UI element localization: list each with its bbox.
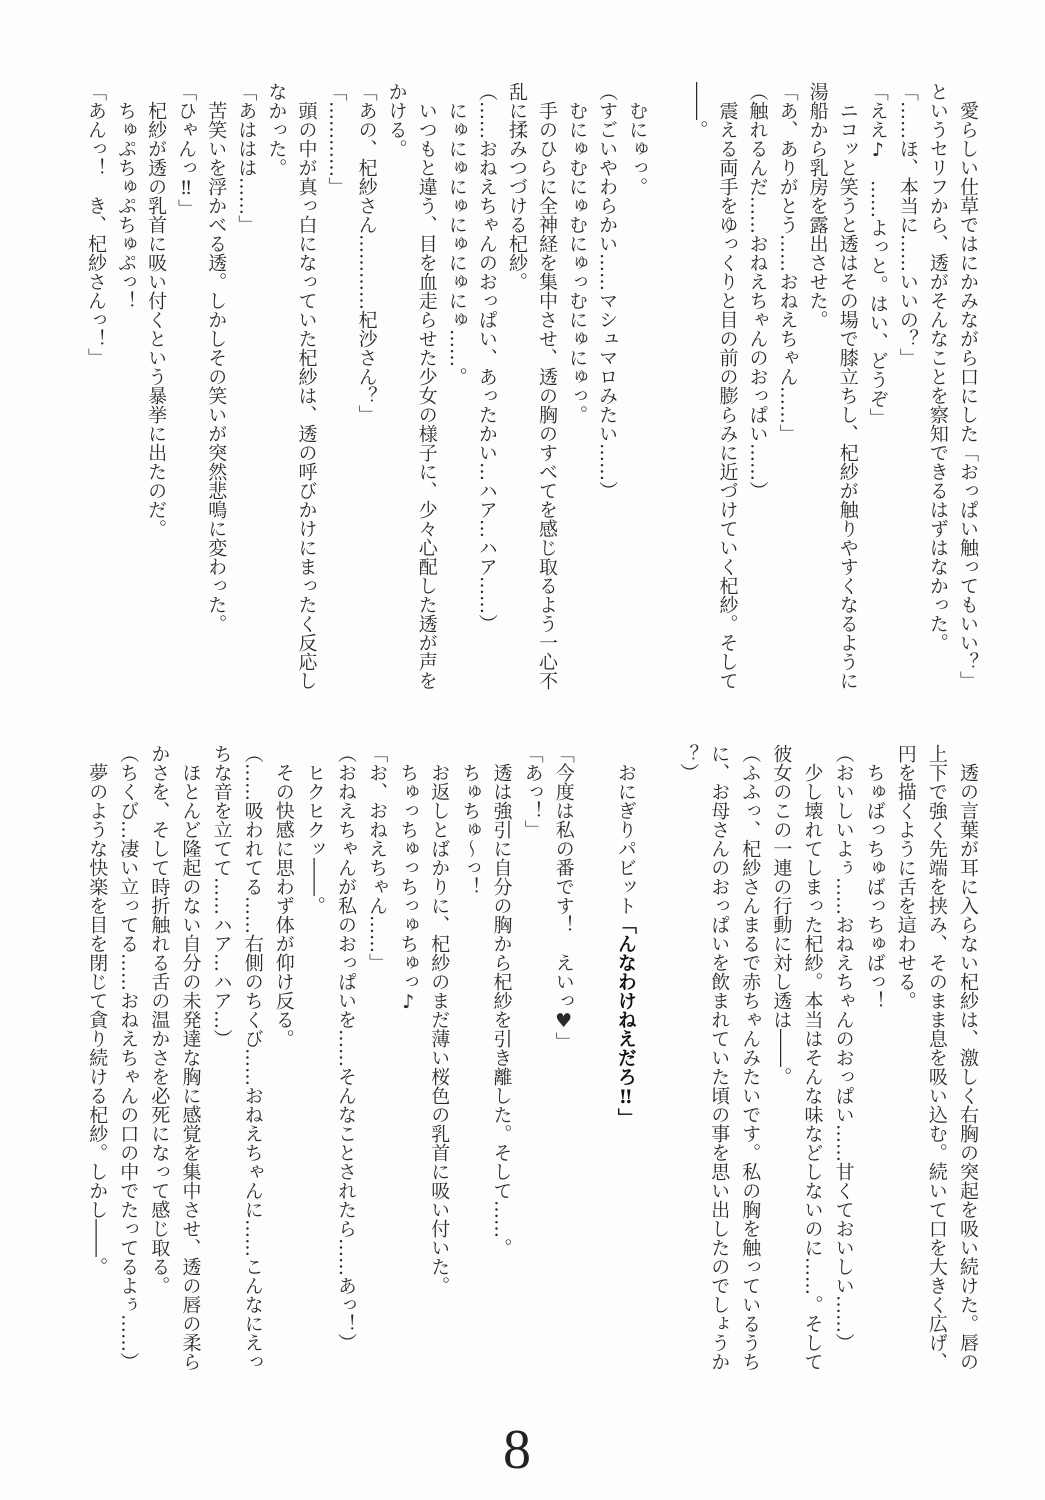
text-column xyxy=(552,744,576,1051)
text-column xyxy=(769,744,793,1086)
text-column xyxy=(776,82,800,443)
text-line: 「あっ！」 xyxy=(521,744,544,839)
text-line: なかった。 xyxy=(265,82,288,177)
text-column xyxy=(925,744,949,1371)
text-column xyxy=(385,82,409,158)
text-column xyxy=(521,744,545,839)
text-column xyxy=(926,82,950,652)
text-line: 乱に揉みつづける杞紗。 xyxy=(505,82,528,291)
text-column xyxy=(685,82,709,139)
text-column xyxy=(896,82,920,367)
text-line: ヒクヒクッ――。 xyxy=(303,744,326,915)
text-line: かける。 xyxy=(385,82,408,158)
bold-remark: 「んなわけねえだろ‼」 xyxy=(614,915,637,1127)
text-line: 手のひらに全神経を集中させ、透の胸のすべてを感じ取るよう一心不 xyxy=(536,82,559,690)
text-column xyxy=(114,82,138,310)
text-column xyxy=(801,744,825,1371)
text-line: 夢のような快楽を目を閉じて貪り続ける杞紗。しかし――。 xyxy=(86,744,109,1276)
text-line: ほとんど隆起のない自分の未発達な胸に感覚を集中させ、透の唇の柔ら xyxy=(179,744,202,1371)
text-column xyxy=(234,82,258,234)
text-line: 少し壊れてしまった杞紗。本当はそんな味などしないのに……。そして xyxy=(801,744,824,1371)
text-column xyxy=(625,82,649,196)
text-column xyxy=(241,744,265,1371)
text-column xyxy=(174,82,198,218)
text-column xyxy=(475,82,499,633)
text-column xyxy=(179,744,203,1371)
text-line: 彼女のこの一連の行動に対し透は――。 xyxy=(770,744,793,1086)
text-column xyxy=(458,744,482,896)
text-line: （おいしいよぅ……おねえちゃんのおっぱい……甘くておいしい……） xyxy=(832,744,855,1352)
text-column xyxy=(147,744,171,1295)
page-number: 8 xyxy=(503,1419,531,1481)
text-line: ちゅっちゅっちっゅちゅっ♪ xyxy=(397,744,420,1013)
text-column xyxy=(746,82,770,500)
text-line: いつもと違う、目を血走らせた少女の様子に、少々心配した透が声を xyxy=(415,82,438,690)
text-line: 上下で強く先端を挟み、そのまま息を吸い込む。続いて口を大きく広げ、 xyxy=(925,744,948,1371)
text-line: ちゅばっちゅばっちゅばっ！ xyxy=(863,744,886,1010)
text-line: ちゅぷちゅぷちゅぷっ！ xyxy=(115,82,138,310)
text-line: ？） xyxy=(677,744,700,782)
text-line: に、お母さんのおっぱいを飲まれていた頃の事を思い出したのでしょうか xyxy=(708,744,731,1371)
text-line: ニコッと笑うと透はその場で膝立ちし、杞紗が触りやすくなるように xyxy=(836,82,859,690)
text-line: 「ひゃんっ‼」 xyxy=(175,82,198,218)
text-column xyxy=(738,744,762,1371)
text-line: ――。 xyxy=(686,82,709,139)
text-column xyxy=(445,82,469,386)
text-line: ちな音を立てて……ハア…ハア…） xyxy=(210,744,233,1048)
text-line: ちゅちゅ～っ！ xyxy=(459,744,482,896)
text-column xyxy=(894,744,918,1010)
text-column xyxy=(806,82,830,329)
text-column xyxy=(595,82,619,500)
text-column xyxy=(264,82,288,177)
text-column xyxy=(204,82,228,633)
text-line: 「ええ♪ ……よっと。はい、どうぞ」 xyxy=(866,82,889,427)
text-line: 「…………」 xyxy=(325,82,348,196)
text-column xyxy=(863,744,887,1010)
text-column xyxy=(505,82,529,291)
text-column xyxy=(565,82,589,424)
text-column xyxy=(325,82,349,196)
text-column xyxy=(832,744,856,1352)
text-line: 「……ほ、本当に……いいの？」 xyxy=(896,82,919,367)
text-line: 「あ、ありがとう……おねえちゃん……」 xyxy=(776,82,799,443)
text-line: （触れるんだ……おねえちゃんのおっぱい……） xyxy=(746,82,769,500)
text-column xyxy=(490,744,514,1257)
text-column xyxy=(676,744,700,782)
text-line: 杞紗が透の乳首に吸い付くという暴挙に出たのだ。 xyxy=(145,82,168,538)
text-column xyxy=(396,744,420,1013)
text-column xyxy=(355,82,379,424)
text-line: その快感に思わず体が仰け反る。 xyxy=(272,744,295,1048)
text-column xyxy=(365,744,389,972)
text-column xyxy=(303,744,327,915)
text-line: 愛らしい仕草ではにかみながら口にした「おっぱい触ってもいい？」 xyxy=(957,82,979,690)
text-column xyxy=(956,82,980,690)
text-column xyxy=(427,744,451,1295)
text-line: かさを、そして時折触れる舌の温かさを必死になって感じ取る。 xyxy=(148,744,171,1295)
text-line: むにゅむにゅむにゅっむにゅにゅっ。 xyxy=(566,82,589,424)
text-column xyxy=(334,744,358,1352)
text-column xyxy=(294,82,318,690)
text-line: 「あの、杞紗さん…………杞沙さん？」 xyxy=(355,82,378,424)
text-line: （……おねえちゃんのおっぱい、あったかい…ハア…ハア……） xyxy=(475,82,498,633)
text-column xyxy=(836,82,860,690)
text-line: 「あははは……」 xyxy=(235,82,258,234)
text-column xyxy=(535,82,559,690)
text-column xyxy=(84,82,108,367)
text-line: （おねえちゃんが私のおっぱいを……そんなことされたら……あっ！） xyxy=(335,744,357,1352)
text-line: （すごいやわらかい……マシュマロみたい……） xyxy=(596,82,619,500)
text-column xyxy=(707,744,731,1371)
text-column xyxy=(715,82,739,690)
text-column xyxy=(272,744,296,1048)
text-line: 円を描くように舌を這わせる。 xyxy=(894,744,917,1010)
text-line: 苦笑いを浮かべる透。しかしその笑いが突然悲鳴に変わった。 xyxy=(205,82,228,633)
text-column xyxy=(415,82,439,690)
text-line: お返しとばかりに、杞紗のまだ薄い桜色の乳首に吸い付いた。 xyxy=(428,744,451,1295)
text-line: （ふふっ、杞紗さんまるで赤ちゃんみたいです。私の胸を触っているうち xyxy=(739,744,762,1371)
text-line: にゅにゅにゅにゅにゅにゅ……。 xyxy=(445,82,468,386)
text-column xyxy=(866,82,890,427)
text-line: （……吸われてる……右側のちくび……おねえちゃんに……こんなにえっ xyxy=(241,744,264,1371)
text-column xyxy=(116,744,140,1371)
text-column xyxy=(210,744,234,1048)
text-column xyxy=(956,744,980,1371)
text-line: 「今度は私の番です！ えいっ♥」 xyxy=(552,744,575,1051)
text-line: （ちくび…凄い立ってる……おねえちゃんの口の中でたってるよぅ……） xyxy=(117,744,140,1371)
text-line: 震える両手をゆっくりと目の前の膨らみに近づけていく杞紗。そして xyxy=(716,82,739,690)
text-line: 「お、おねえちゃん……」 xyxy=(366,744,389,972)
text-line: 湯船から乳房を露出させた。 xyxy=(806,82,829,329)
text-line: おにぎりパビット xyxy=(614,744,637,915)
text-column xyxy=(144,82,168,538)
text-line: 透の言葉が耳に入らない杞紗は、激しく右胸の突起を吸い続けた。唇の xyxy=(957,744,979,1371)
text-column xyxy=(85,744,109,1276)
text-line: 透は強引に自分の胸から杞紗を引き離した。そして……。 xyxy=(490,744,513,1257)
text-line: むにゅっ。 xyxy=(626,82,649,196)
text-line: 「あんっ！ き、杞紗さんっ！」 xyxy=(84,82,107,367)
text-line: 頭の中が真っ白になっていた杞紗は、透の呼びかけにまったく反応し xyxy=(295,82,318,690)
text-column xyxy=(614,744,638,1127)
text-line: というセリフから、透がそんなことを察知できるはずはなかった。 xyxy=(926,82,949,652)
